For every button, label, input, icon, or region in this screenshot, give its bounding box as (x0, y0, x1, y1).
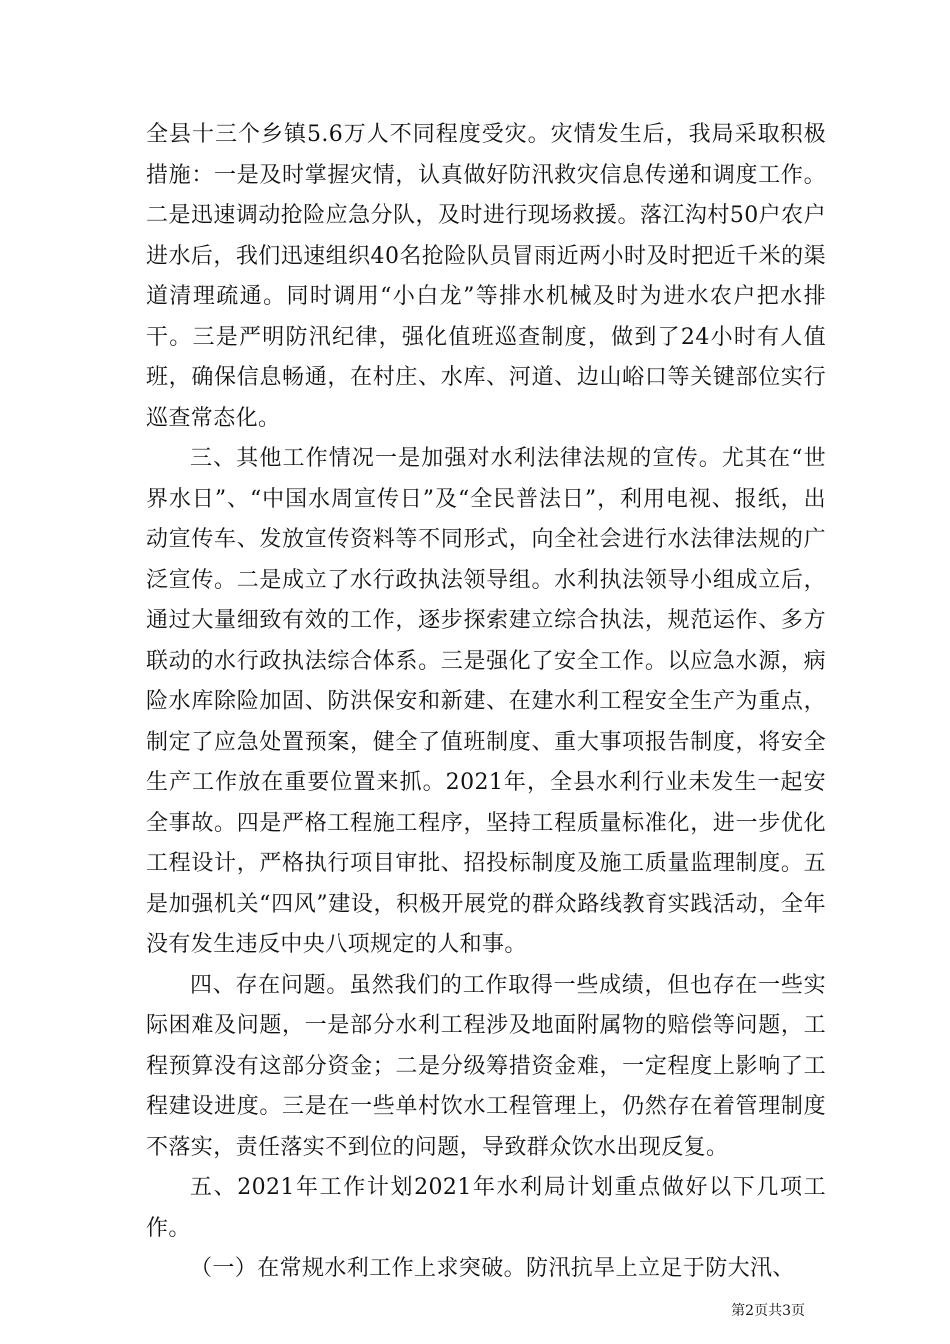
paragraph-flood-response: 全县十三个乡镇5.6万人不同程度受灾。灾情发生后，我局采取积极措施：一是及时掌握灾情，认真做好防汛救灾信息传递和调度工作。二是迅速调动抢险应急分队，及时进行现场救援。落江沟村50户农户进水后，我们迅速组织40名抢险队员冒雨近两小时及时把近千米的渠道清理疏通。同时调用“小白龙”等排水机械及时为进水农户把水排干。三是严明防汛纪律，强化值班巡查制度，做到了24小时有人值班，确保信息畅通，在村庄、水库、河道、边山峪口等关键部位实行巡查常态化。 (146, 122, 826, 431)
document-body (146, 115, 826, 1290)
paragraph-other-work: 三、其他工作情况一是加强对水利法律法规的宣传。尤其在“世界水日”、“中国水周宣传日”及“全民普法日”，利用电视、报纸，出动宣传车、发放宣传资料等不同形式，向全社会进行水法律法规的广泛宣传。二是成立了水行政执法领导组。水利执法领导小组成立后，通过大量细致有效的工作，逐步探索建立综合执法，规范运作、多方联动的水行政执法综合体系。三是强化了安全工作。以应急水源，病险水库除险加固、防洪保安和新建、在建水利工程安全生产为重点，制定了应急处置预案，健全了值班制度、重大事项报告制度，将安全生产工作放在重要位置来抓。2021年，全县水利行业未发生一起安全事故。四是严格工程施工程序，坚持工程质量标准化，进一步优化工程设计，严格执行项目审批、招投标制度及施工质量监理制度。五是加强机关“四风”建设，积极开展党的群众路线教育实践活动，全年没有发生违反中央八项规定的人和事。 (146, 446, 826, 957)
page-number: 第2页共3页 (731, 1303, 805, 1319)
paragraph-routine-work: （一）在常规水利工作上求突破。防汛抗旱上立足于防大汛、 (190, 1256, 795, 1281)
paragraph-problems: 四、存在问题。虽然我们的工作取得一些成绩，但也存在一些实际困难及问题，一是部分水利工程涉及地面附属物的赔偿等问题，工程预算没有这部分资金；二是分级筹措资金难，一定程度上影响了工程建设进度。三是在一些单村饮水工程管理上，仍然存在着管理制度不落实，责任落实不到位的问题，导致群众饮水出现反复。 (146, 972, 826, 1160)
paragraph-work-plan: 五、2021年工作计划2021年水利局计划重点做好以下几项工作。 (146, 1175, 826, 1241)
